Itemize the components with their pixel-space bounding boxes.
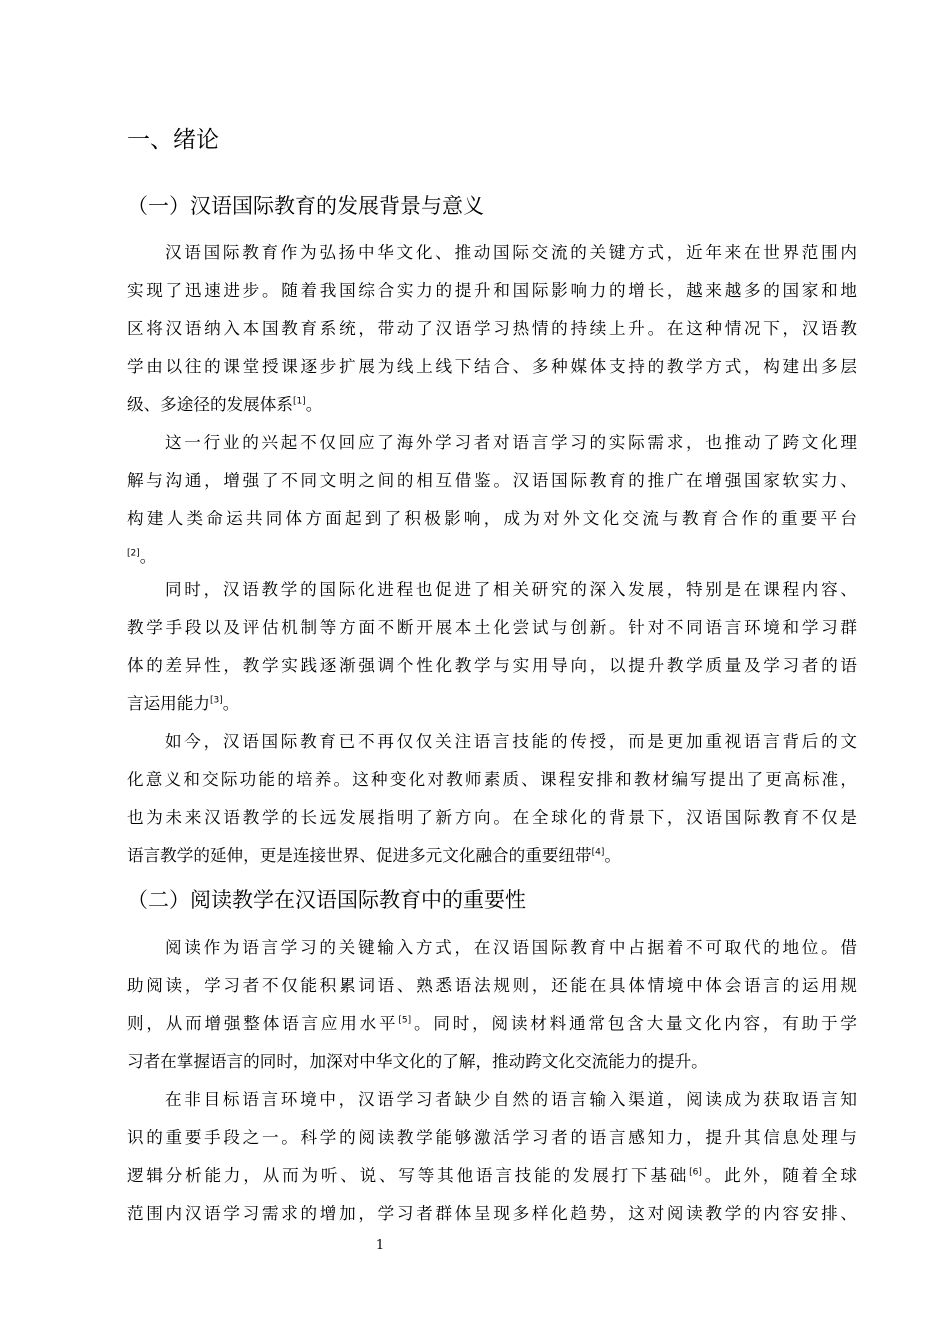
citation-ref: [6] [689, 1167, 702, 1178]
text-line [127, 542, 857, 578]
text-span: 。 [604, 846, 621, 865]
text-line: 实现了迅速进步。随着我国综合实力的提升和国际影响力的增长，越来越多的国家和地 [127, 281, 857, 300]
citation-ref: [1] [292, 396, 306, 407]
text-span: 。 [222, 694, 240, 713]
text-line [127, 1161, 857, 1199]
citation-ref: [3] [209, 695, 223, 706]
section-heading-2: （二）阅读教学在汉语国际教育中的重要性 [127, 888, 526, 912]
text-span: 。同时，阅读材料通常包含大量文化内容，有助于学 [411, 1014, 857, 1033]
paragraph-2-1 [127, 933, 857, 1085]
text-line: 学由以往的课堂授课逐步扩展为线上线下结合、多种媒体支持的教学方式，构建出多层 [127, 357, 857, 376]
text-span: 言运用能力 [127, 694, 210, 713]
text-line: 助阅读，学习者不仅能积累词语、熟悉语法规则，还能在具体情境中体会语言的运用规 [127, 976, 857, 995]
text-line [127, 390, 857, 428]
text-span: 。 [305, 395, 323, 414]
text-span: 则，从而增强整体语言应用水平 [127, 1014, 399, 1033]
paragraph-1-1 [127, 238, 857, 428]
text-line: 如今，汉语国际教育已不再仅仅关注语言技能的传授，而是更加重视语言背后的文 [165, 732, 857, 751]
section-heading-1: （一）汉语国际教育的发展背景与意义 [127, 194, 484, 218]
text-line [127, 689, 857, 727]
text-line: 区将汉语纳入本国教育系统，带动了汉语学习热情的持续上升。在这种情况下，汉语教 [127, 319, 857, 338]
text-line: 同时，汉语教学的国际化进程也促进了相关研究的深入发展，特别是在课程内容、 [165, 580, 857, 599]
text-line: 习者在掌握语言的同时，加深对中华文化的了解，推动跨文化交流能力的提升。 [127, 1052, 708, 1071]
text-line [127, 1009, 857, 1047]
text-line: 识的重要手段之一。科学的阅读教学能够激活学习者的语言感知力，提升其信息处理与 [127, 1128, 857, 1147]
text-span: 。 [139, 547, 157, 566]
page-number: 1 [375, 1238, 385, 1253]
citation-ref: [4] [591, 847, 605, 858]
text-line: 范围内汉语学习需求的增加，学习者群体呈现多样化趋势，这对阅读教学的内容安排、 [127, 1204, 857, 1223]
text-line: 教学手段以及评估机制等方面不断开展本土化尝试与创新。针对不同语言环境和学习群 [127, 618, 857, 637]
paragraph-2-2 [127, 1085, 857, 1237]
citation-ref: [5] [398, 1015, 412, 1026]
text-line: 也为未来汉语教学的长远发展指明了新方向。在全球化的背景下，汉语国际教育不仅是 [127, 808, 857, 827]
text-line: 构建人类命运共同体方面起到了积极影响，成为对外文化交流与教育合作的重要平台 [127, 509, 857, 528]
text-line: 体的差异性，教学实践逐渐强调个性化教学与实用导向，以提升教学质量及学习者的语 [127, 656, 857, 675]
paragraph-1-2 [127, 428, 857, 578]
paragraph-1-4 [127, 727, 857, 879]
text-span: 。此外，随着全球 [701, 1166, 857, 1185]
text-line: 解与沟通，增强了不同文明之间的相互借鉴。汉语国际教育的推广在增强国家软实力、 [127, 471, 857, 490]
text-line: 汉语国际教育作为弘扬中华文化、推动国际交流的关键方式，近年来在世界范围内 [165, 243, 857, 262]
text-line: 化意义和交际功能的培养。这种变化对教师素质、课程安排和教材编写提出了更高标准， [127, 770, 857, 789]
text-line [127, 841, 857, 879]
text-span: 级、多途径的发展体系 [127, 395, 293, 414]
text-span: 逻辑分析能力，从而为听、说、写等其他语言技能的发展打下基础 [127, 1166, 690, 1185]
text-line: 阅读作为语言学习的关键输入方式，在汉语国际教育中占据着不可取代的地位。借 [165, 938, 857, 957]
paragraph-1-3 [127, 575, 857, 727]
text-line: 在非目标语言环境中，汉语学习者缺少自然的语言输入渠道，阅读成为获取语言知 [165, 1090, 857, 1109]
text-line: 这一行业的兴起不仅回应了海外学习者对语言学习的实际需求，也推动了跨文化理 [165, 433, 857, 452]
text-span: 语言教学的延伸，更是连接世界、促进多元文化融合的重要纽带 [127, 846, 592, 865]
citation-ref: [2] [127, 548, 140, 559]
chapter-heading: 一、绪论 [127, 127, 219, 153]
